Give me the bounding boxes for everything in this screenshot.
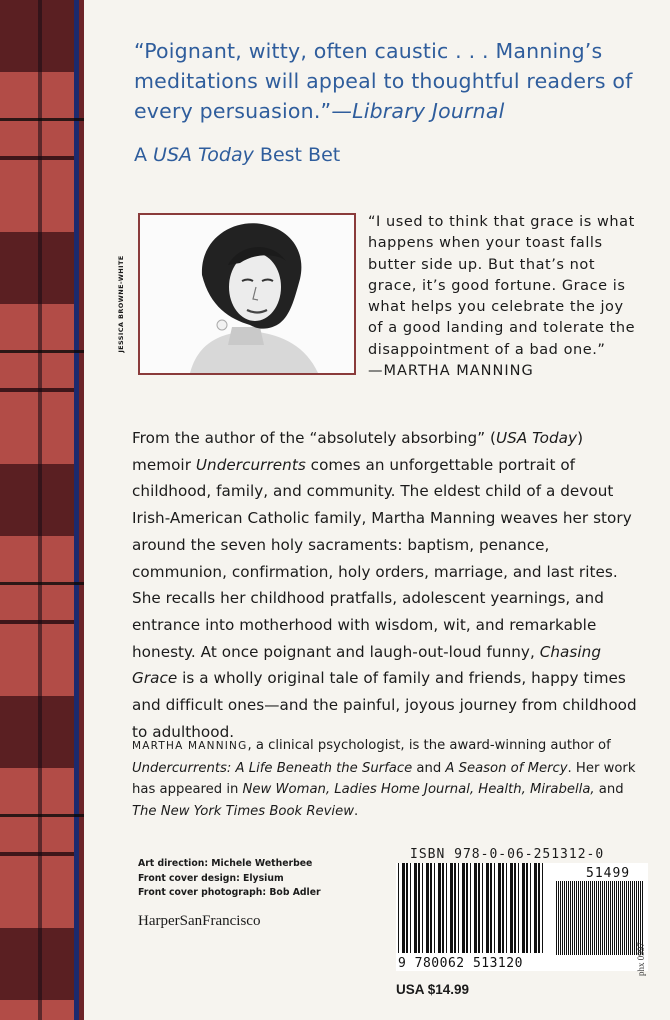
catalog-code: phx 0997 — [636, 942, 646, 976]
barcode-bar — [620, 881, 621, 955]
barcode-bar — [538, 863, 540, 955]
cover-credits — [138, 857, 321, 901]
barcode-bar — [478, 863, 480, 955]
best-bet-prefix: A — [134, 144, 154, 166]
author-photo — [138, 213, 356, 375]
barcode-bar — [624, 881, 625, 955]
bio-publications: New Woman, Ladies Home Journal, Health, Mirabella, — [242, 782, 595, 797]
barcode-bar — [406, 863, 408, 955]
bio-text-3: . Her work has appeared in — [132, 760, 636, 797]
description-text-1: From the author of the “absolutely absorbing” ( — [132, 429, 496, 447]
barcode-bar — [558, 881, 559, 955]
barcode-bar — [398, 863, 399, 955]
barcode-bar — [578, 881, 579, 955]
review-quote — [134, 36, 654, 126]
description-italic-3: Chasing Grace — [132, 642, 602, 688]
barcode-bar — [490, 863, 492, 955]
plaid-cover-border — [0, 0, 84, 1020]
barcode-bar — [462, 863, 465, 955]
barcode-bar — [506, 863, 507, 955]
review-quote-text: “Poignant, witty, often caustic . . . Manning’s meditations will appeal to thoughtful readers of every persuasion.” — [134, 39, 633, 123]
barcode-bar — [562, 881, 563, 955]
bio-text-2: and — [412, 760, 446, 776]
author-bio — [132, 735, 646, 822]
barcode-bar — [582, 881, 583, 955]
barcode-bar — [626, 881, 627, 955]
barcode-bar — [510, 863, 513, 955]
price-label: USA $14.99 — [396, 982, 470, 997]
barcode-bar — [594, 881, 595, 955]
barcode-bar — [514, 863, 516, 955]
isbn-barcode — [396, 863, 648, 971]
description-text-4: is a wholly original tale of family and friends, happy times and difficult ones—and the painful, joyous journey from childhood to adulthood. — [132, 669, 637, 741]
barcode-bar — [592, 881, 593, 955]
credit-art-direction: Art direction: Michele Wetherbee — [138, 858, 313, 869]
barcode-bar — [494, 863, 495, 955]
barcode-bar — [458, 863, 459, 955]
barcode-bar — [572, 881, 573, 955]
barcode-bar — [588, 881, 589, 955]
barcode-bar — [608, 881, 609, 955]
barcode-bar — [526, 863, 528, 955]
barcode-bar — [560, 881, 561, 955]
barcode-bar — [542, 863, 543, 955]
barcode-bar — [580, 881, 581, 955]
barcode-bar — [602, 881, 603, 955]
barcode-bar — [518, 863, 519, 955]
barcode-bar — [570, 881, 571, 955]
barcode-bar — [402, 863, 405, 955]
barcode-bar — [556, 881, 557, 955]
publisher-name: HarperSanFrancisco — [138, 913, 261, 929]
barcode-main-digits: 9 780062 513120 — [398, 956, 523, 971]
barcode-bar — [430, 863, 432, 955]
description-italic-2: Undercurrents — [195, 455, 306, 474]
barcode-bar — [566, 881, 567, 955]
barcode-bar — [604, 881, 605, 955]
barcode-bar — [598, 881, 599, 955]
best-bet-publication: USA Today — [153, 144, 254, 166]
review-quote-source: —Library Journal — [331, 99, 505, 123]
description-text-3: comes an unforgettable portrait of childhood, family, and community. The eldest child of a devout Irish-American Catholic family, Martha Manning weaves her story around the seven holy sacraments: baptism, penance, communion, confirmation, holy orders, marriage, and last rites. She recalls her childhood pratfalls, adolescent yearnings, and entrance into motherhood with wisdom, wit, and remarkable honesty. At once poignant and laugh-out-loud funny, — [132, 455, 632, 661]
barcode-bar — [584, 881, 585, 955]
credit-cover-photo: Front cover photograph: Bob Adler — [138, 887, 321, 898]
photo-credit — [114, 242, 128, 372]
bio-text-1: , a clinical psychologist, is the award-winning author of — [247, 738, 611, 753]
barcode-bar — [616, 881, 617, 955]
author-quote-text: “I used to think that grace is what happens when your toast falls butter side up. But that’s not grace, it’s good fortune. Grace is what helps you celebrate the joy of a good landing and tolerate the disappointment of a bad one.” — [368, 214, 636, 358]
back-cover — [84, 0, 670, 1020]
barcode-bar — [474, 863, 477, 955]
barcode-bar — [576, 881, 577, 955]
barcode-bar — [434, 863, 435, 955]
barcode-bar — [450, 863, 453, 955]
barcode-bar — [498, 863, 501, 955]
photo-credit-text: JESSICA BROWNE-WHITE — [117, 255, 125, 353]
credit-cover-design: Front cover design: Elysium — [138, 872, 284, 884]
barcode-bar — [628, 881, 629, 955]
barcode-bar — [634, 881, 635, 955]
barcode-bar — [422, 863, 423, 955]
bio-text-5: . — [354, 803, 359, 819]
author-portrait-image — [140, 215, 354, 373]
barcode-bar — [618, 881, 619, 955]
author-quote — [368, 212, 638, 382]
author-quote-attribution: —MARTHA MANNING — [368, 363, 534, 380]
barcode-bar — [454, 863, 456, 955]
barcode-bar — [470, 863, 471, 955]
barcode-bar — [622, 881, 623, 955]
barcode-bar — [446, 863, 447, 955]
bio-text-4: and — [594, 782, 624, 797]
barcode-bar — [426, 863, 429, 955]
barcode-bar — [606, 881, 607, 955]
isbn-number: ISBN 978-0-06-251312-0 — [410, 847, 605, 862]
barcode-bar — [502, 863, 504, 955]
book-description — [132, 425, 644, 745]
barcode-bar — [632, 881, 633, 955]
barcode-bar — [596, 881, 597, 955]
barcode-bar — [442, 863, 444, 955]
barcode-bar — [630, 881, 631, 955]
barcode-bar — [482, 863, 483, 955]
barcode-bar — [590, 881, 591, 955]
barcode-bar — [568, 881, 569, 955]
barcode-bar — [414, 863, 417, 955]
barcode-bar — [466, 863, 468, 955]
barcode-bar — [600, 881, 601, 955]
barcode-bar — [534, 863, 537, 955]
bio-publication-last: The New York Times Book Review — [132, 803, 354, 819]
barcode-bar — [418, 863, 420, 955]
barcode-bar — [564, 881, 565, 955]
barcode-bar — [612, 881, 613, 955]
barcode-bar — [486, 863, 489, 955]
bio-author-name: MARTHA MANNING — [132, 740, 248, 752]
barcode-bar — [530, 863, 531, 955]
barcode-bar — [614, 881, 615, 955]
barcode-bar — [522, 863, 525, 955]
barcode-bar — [410, 863, 411, 955]
description-text-2: ) memoir — [132, 429, 584, 474]
barcode-bar — [586, 881, 587, 955]
best-bet-suffix: Best Bet — [253, 144, 341, 166]
best-bet-line — [134, 144, 340, 166]
description-italic-1: USA Today — [496, 429, 578, 447]
barcode-addon-digits: 51499 — [586, 866, 631, 881]
bio-book-2: A Season of Mercy — [445, 760, 568, 776]
barcode-bar — [574, 881, 575, 955]
bio-book-1: Undercurrents: A Life Beneath the Surface — [132, 760, 413, 776]
barcode-bar — [610, 881, 611, 955]
barcode-bar — [438, 863, 441, 955]
